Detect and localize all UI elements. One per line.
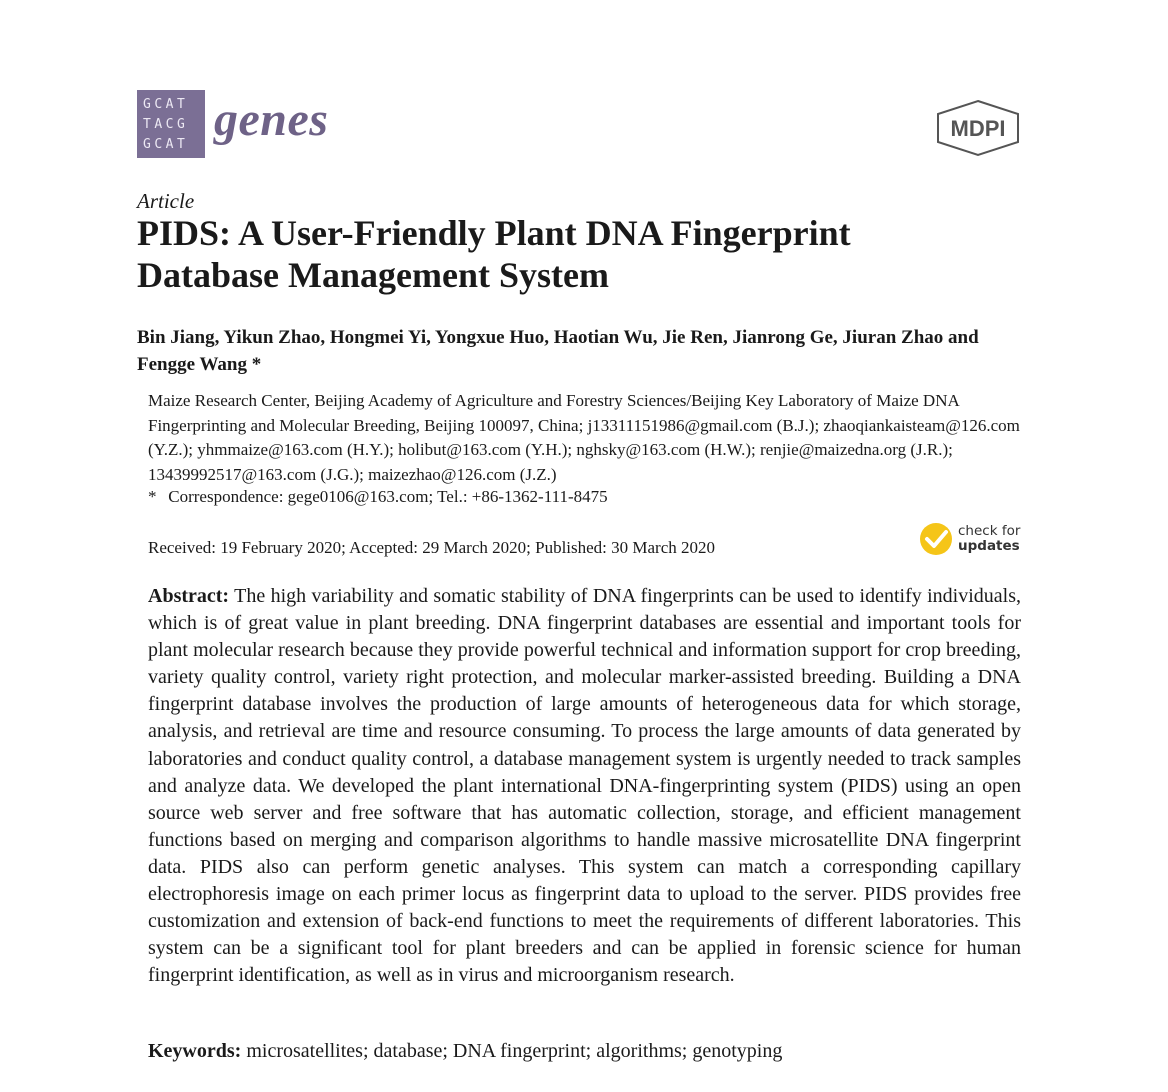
keywords-text: microsatellites; database; DNA fingerprint; algorithms; genotyping [246, 1040, 783, 1062]
check-updates-line1: check for [958, 523, 1021, 539]
check-for-updates-badge[interactable] [918, 521, 1020, 557]
logo-line: GCAT [143, 137, 189, 152]
logo-line: TACG [143, 117, 189, 132]
abstract-label: Abstract: [148, 585, 230, 607]
article-type: Article [137, 189, 195, 213]
publication-dates: Received: 19 February 2020; Accepted: 29 March 2020; Published: 30 March 2020 [148, 538, 716, 557]
publisher-name: MDPI [950, 116, 1006, 141]
keywords [148, 1040, 782, 1063]
title-line: PIDS: A User-Friendly Plant DNA Fingerprint [137, 213, 851, 253]
journal-logo [137, 90, 205, 158]
author-list: Bin Jiang, Yikun Zhao, Hongmei Yi, Yongxue Huo, Haotian Wu, Jie Ren, Jianrong Ge, Jiuran Zhao and Fengge Wang * [137, 327, 979, 375]
check-updates-line2: updates [958, 538, 1020, 554]
correspondence [148, 487, 608, 507]
mdpi-logo [934, 98, 1022, 158]
title-line: Database Management System [137, 255, 609, 295]
logo-line: GCAT [143, 97, 189, 112]
abstract-text: The high variability and somatic stability of DNA fingerprints can be used to identify individuals, which is of great value in plant breeding. DNA fingerprint databases are essential and important tools for plant molecular research because they provide powerful technical and information support for crop breeding, variety quality control, variety right protection, and molecular marker-assisted breeding. Building a DNA fingerprint database involves the production of large amounts of heterogeneous data for which storage, analysis, and retrieval are time and resource consuming. To process the large amounts of data generated by laboratories and conduct quality control, a database management system is urgently needed to track samples and analyze data. We developed the plant international DNA-fingerprinting system (PIDS) using an open source web server and free software that has automatic collection, storage, and efficient management functions based on merging and comparison algorithms to handle massive microsatellite DNA fingerprint data. PIDS also can perform genetic analyses. This system can match a corresponding capillary electrophoresis image on each primer locus as fingerprint data to upload to the server. PIDS provides free customization and extension of back-end functions to meet the requirements of different laboratories. This system can be a significant tool for plant breeders and can be applied in forensic science for human fingerprint identification, as well as in virus and microorganism research. [148, 585, 1022, 987]
check-updates-icon [918, 521, 954, 557]
journal-name: genes [214, 93, 329, 146]
correspondence-text: Correspondence: gege0106@163.com; Tel.: +86-1362-111-8475 [168, 487, 608, 506]
correspondence-marker: * [148, 487, 157, 506]
keywords-label: Keywords: [148, 1040, 242, 1062]
paper-title [137, 212, 851, 296]
affiliation: Maize Research Center, Beijing Academy of Agriculture and Forestry Sciences/Beijing Key Laboratory of Maize DNA Fingerprinting and Molecular Breeding, Beijing 100097, China; j13311151986@gmail.com (B.J.); zhaoqiankaisteam@126.com (Y.Z.); yhmmaize@163.com (H.Y.); holibut@163.com (Y.H.); nghsky@163.com (H.W.); renjie@maizedna.org (J.R.); 13439992517@163.com (J.G.); maizezhao@126.com (J.Z.) [148, 391, 1020, 484]
abstract [148, 583, 1021, 989]
